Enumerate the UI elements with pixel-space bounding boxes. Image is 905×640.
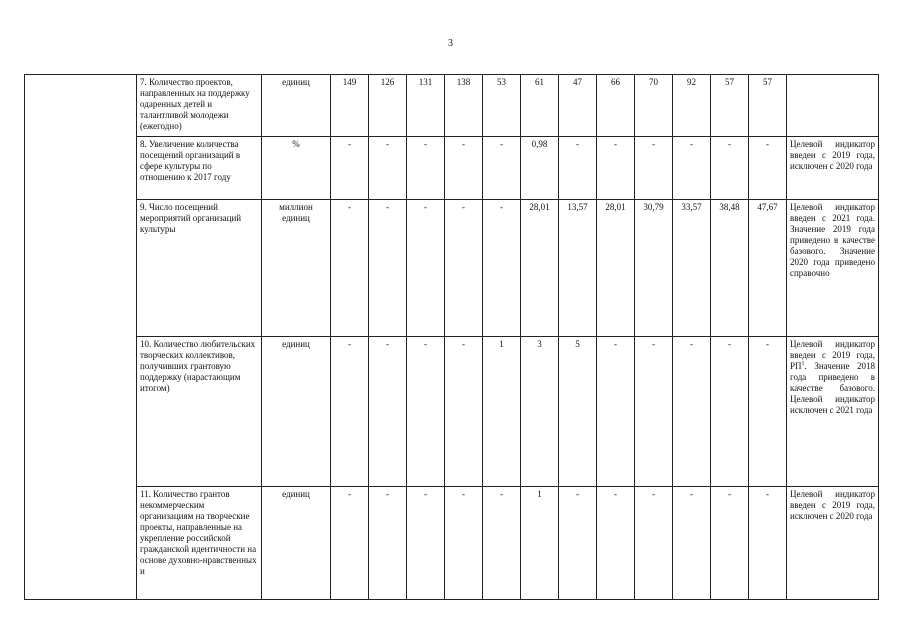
value-cell: - <box>331 137 369 199</box>
indicator-unit: миллион единиц <box>262 199 331 337</box>
indicator-unit: единиц <box>262 487 331 600</box>
value-cell: - <box>331 199 369 337</box>
value-cell: 13,57 <box>559 199 597 337</box>
indicator-name: 10. Количество любительских творческих коллективов, получивших грантовую поддержку (нарастающим итогом) <box>137 337 262 487</box>
value-cell: 28,01 <box>597 199 635 337</box>
value-cell: - <box>673 337 711 487</box>
value-cell: - <box>635 137 673 199</box>
value-cell: 57 <box>711 75 749 137</box>
value-cell: - <box>483 199 521 337</box>
value-cell: 126 <box>369 75 407 137</box>
value-cell: - <box>635 337 673 487</box>
note-text: Целевой индикатор введен с 2019 года, РП <box>790 339 875 372</box>
note-text-tail: . Значение 2018 года приведено в качестве базового. Целевой индикатор исключен с 2021 года <box>790 361 875 416</box>
table-row <box>25 337 879 487</box>
value-cell: - <box>407 199 445 337</box>
page-number: 3 <box>448 38 453 49</box>
value-cell: 66 <box>597 75 635 137</box>
value-cell: 47 <box>559 75 597 137</box>
value-cell: - <box>369 137 407 199</box>
value-cell: - <box>597 337 635 487</box>
value-cell: - <box>369 487 407 600</box>
value-cell: - <box>407 137 445 199</box>
blank-cell <box>25 75 137 600</box>
value-cell: 1 <box>483 337 521 487</box>
footnote-mark: 1 <box>801 361 805 368</box>
value-cell: - <box>445 487 483 600</box>
value-cell: 57 <box>749 75 787 137</box>
value-cell: - <box>483 137 521 199</box>
indicator-name: 11. Количество грантов некоммерческим организациям на творческие проекты, направленные на укрепление российской гражданской идентичности на основе духовно-нравственных и <box>137 487 262 600</box>
value-cell: 149 <box>331 75 369 137</box>
value-cell: - <box>559 137 597 199</box>
value-cell: 92 <box>673 75 711 137</box>
table-row <box>25 75 879 137</box>
value-cell: 138 <box>445 75 483 137</box>
value-cell: - <box>445 337 483 487</box>
indicator-unit: единиц <box>262 75 331 137</box>
value-cell: 5 <box>559 337 597 487</box>
value-cell: 3 <box>521 337 559 487</box>
value-cell: - <box>445 137 483 199</box>
value-cell: - <box>369 199 407 337</box>
value-cell: 33,57 <box>673 199 711 337</box>
indicator-unit: % <box>262 137 331 199</box>
value-cell: - <box>331 487 369 600</box>
value-cell: - <box>597 487 635 600</box>
note-cell: Целевой индикатор введен с 2021 года. Значение 2019 года приведено в качестве базового. Значение 2020 года приведено справочно <box>787 199 879 337</box>
indicators-table <box>24 74 879 600</box>
value-cell: - <box>445 199 483 337</box>
value-cell: 61 <box>521 75 559 137</box>
value-cell: - <box>407 487 445 600</box>
value-cell: 0,98 <box>521 137 559 199</box>
value-cell: 30,79 <box>635 199 673 337</box>
value-cell: - <box>635 487 673 600</box>
note-cell <box>787 75 879 137</box>
value-cell: - <box>597 137 635 199</box>
value-cell: 70 <box>635 75 673 137</box>
value-cell: - <box>673 137 711 199</box>
value-cell: 28,01 <box>521 199 559 337</box>
indicator-unit: единиц <box>262 337 331 487</box>
value-cell: - <box>673 487 711 600</box>
indicator-name: 9. Число посещений мероприятий организаций культуры <box>137 199 262 337</box>
table-row <box>25 137 879 199</box>
value-cell: - <box>559 487 597 600</box>
value-cell: - <box>407 337 445 487</box>
value-cell: - <box>749 137 787 199</box>
value-cell: 53 <box>483 75 521 137</box>
note-cell: Целевой индикатор введен с 2019 года, исключен с 2020 года <box>787 487 879 600</box>
value-cell: 47,67 <box>749 199 787 337</box>
value-cell: 38,48 <box>711 199 749 337</box>
value-cell: 1 <box>521 487 559 600</box>
value-cell: - <box>749 337 787 487</box>
value-cell: - <box>711 337 749 487</box>
note-cell: Целевой индикатор введен с 2019 года, исключен с 2020 года <box>787 137 879 199</box>
indicator-name: 8. Увеличение количества посещений организаций в сфере культуры по отношению к 2017 году <box>137 137 262 199</box>
table-row <box>25 487 879 600</box>
value-cell: - <box>331 337 369 487</box>
value-cell: - <box>711 137 749 199</box>
note-cell <box>787 337 879 487</box>
table-row <box>25 199 879 337</box>
value-cell: - <box>711 487 749 600</box>
value-cell: 131 <box>407 75 445 137</box>
indicator-name: 7. Количество проектов, направленных на поддержку одаренных детей и талантливой молодежи (ежегодно) <box>137 75 262 137</box>
value-cell: - <box>369 337 407 487</box>
value-cell: - <box>483 487 521 600</box>
value-cell: - <box>749 487 787 600</box>
